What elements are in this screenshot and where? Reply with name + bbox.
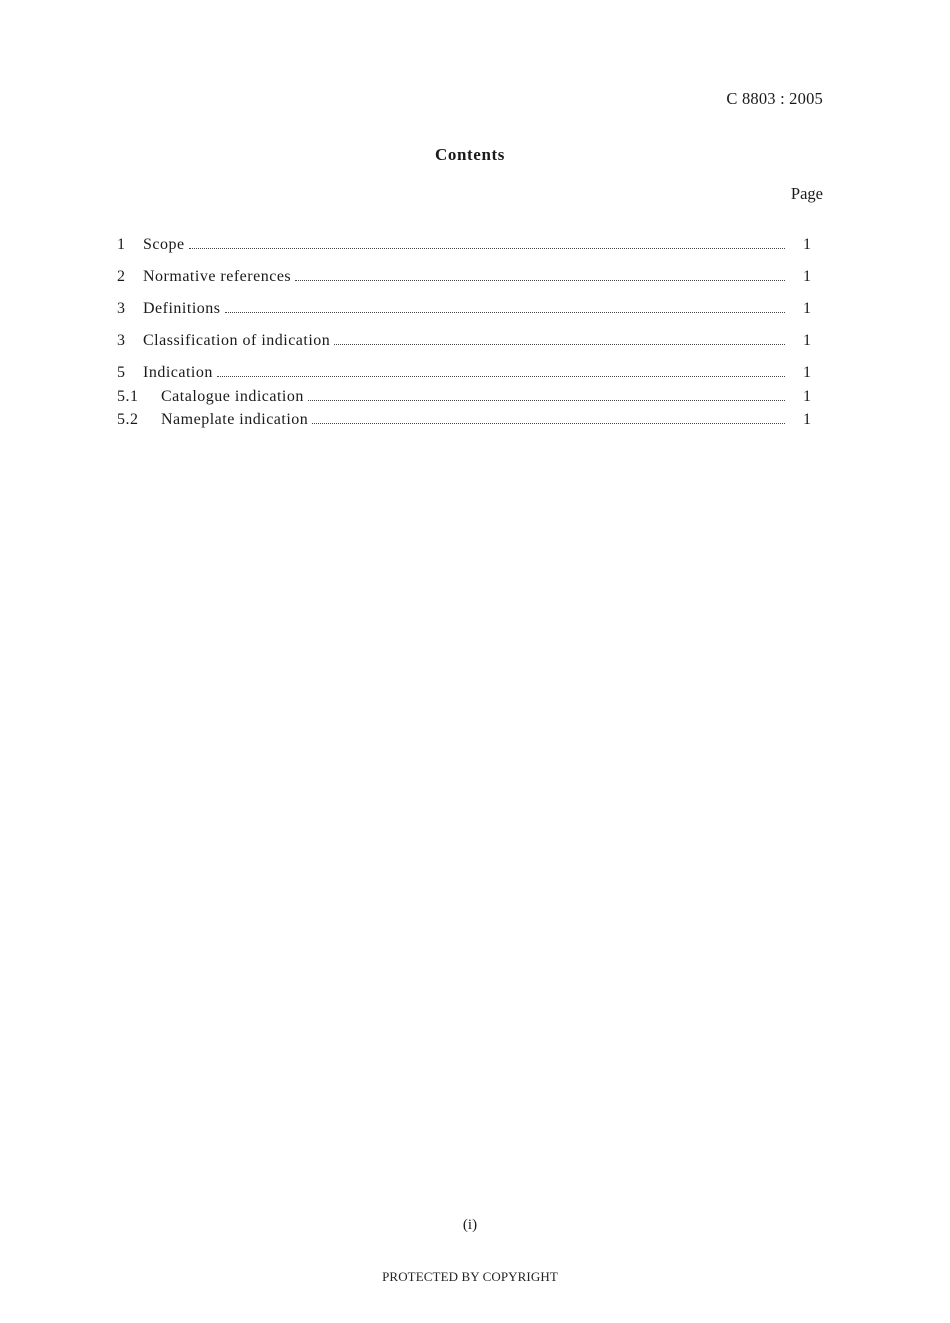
toc-entry-number: 1 [117,236,126,253]
page-folio: (i) [462,1217,478,1233]
toc-entry-label: Scope [143,236,185,253]
toc-entry-scope[interactable] [117,232,811,254]
toc-entry-label: Normative references [143,268,292,285]
page-column-header: Page [790,184,823,203]
dot-leader [295,280,785,281]
toc-entry-page: 1 [803,268,812,285]
toc-entry-number: 3 [117,300,126,317]
table-of-contents [117,232,811,431]
toc-entry-label: Catalogue indication [161,387,304,405]
toc-entry-page: 1 [803,387,812,405]
dot-leader [189,248,785,249]
toc-entry-number: 5.2 [117,411,139,428]
toc-entry-label: Indication [143,364,213,381]
document-number: C 8803 : 2005 [726,89,823,108]
dot-leader [217,376,785,377]
toc-entry-page: 1 [803,332,812,349]
toc-entry-number: 3 [117,332,126,349]
toc-entry-definitions[interactable] [117,296,811,318]
dot-leader [308,400,785,401]
toc-entry-number: 5.1 [117,387,139,405]
dot-leader [225,312,786,313]
toc-entry-number: 2 [117,268,126,285]
toc-entry-indication[interactable] [117,360,811,382]
page-title: Contents [435,145,505,164]
toc-entry-number: 5 [117,364,126,381]
toc-entry-label: Nameplate indication [161,411,309,428]
toc-entry-label: Definitions [143,300,221,317]
toc-entry-label: Classification of indication [143,332,331,349]
dot-leader [334,344,785,345]
toc-entry-page: 1 [803,411,812,428]
copyright-notice: PROTECTED BY COPYRIGHT [382,1269,558,1284]
dot-leader [312,423,785,424]
toc-entry-classification-of-indication[interactable] [117,328,811,350]
toc-entry-nameplate-indication[interactable] [117,407,811,429]
toc-entry-normative-references[interactable] [117,264,811,286]
toc-entry-catalogue-indication[interactable] [117,384,811,406]
toc-entry-page: 1 [803,364,812,381]
toc-entry-page: 1 [803,236,812,253]
toc-entry-page: 1 [803,300,812,317]
